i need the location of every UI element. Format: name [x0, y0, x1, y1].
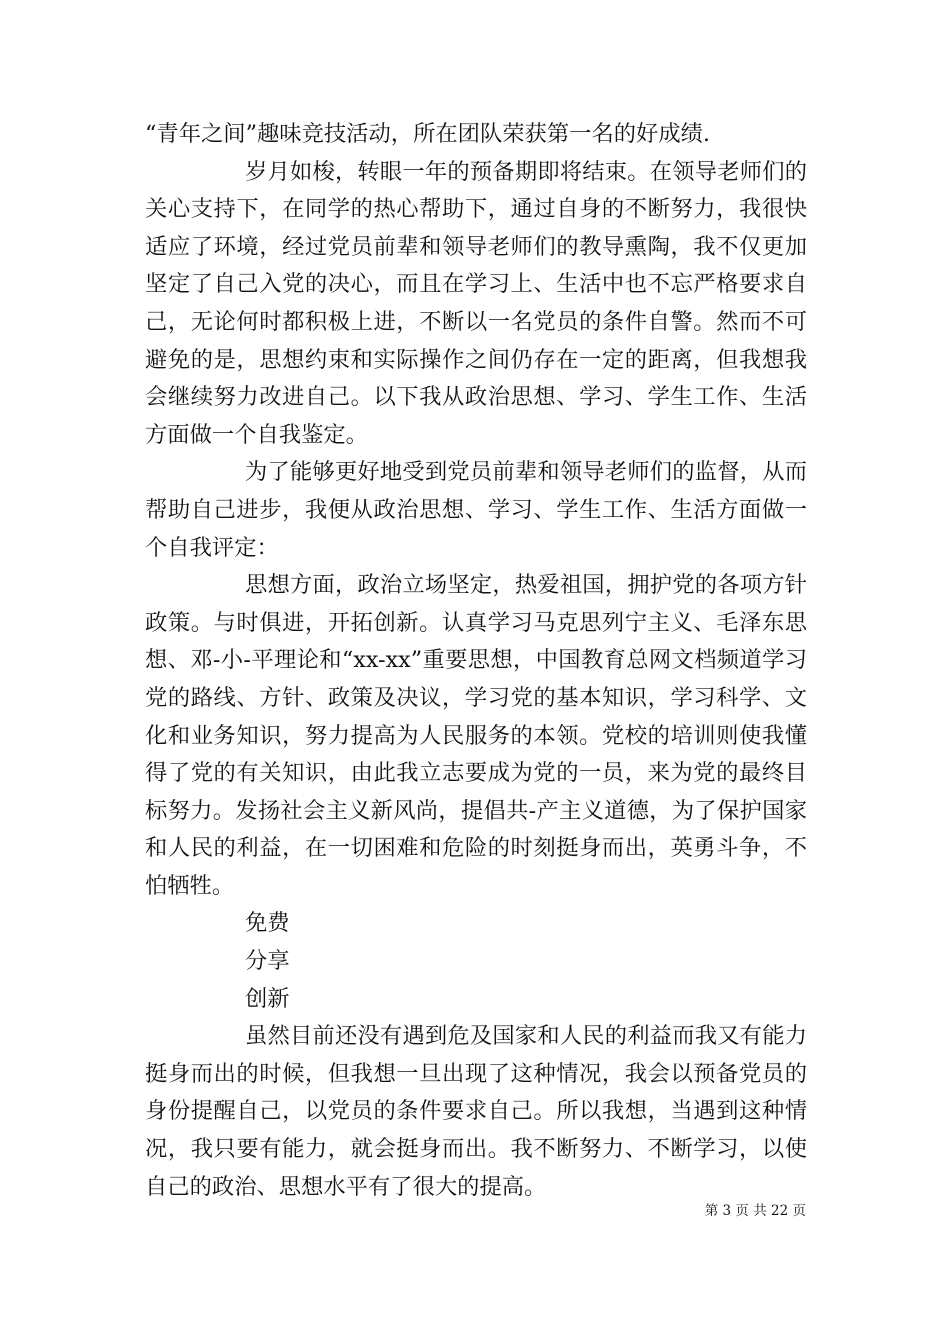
paragraph-conclusion: 虽然目前还没有遇到危及国家和人民的利益而我又有能力挺身而出的时候，但我想一旦出现了这种情况，我会以预备党员的身份提醒自己，以党员的条件要求自己。所以我想，当遇到这种情况，我只要有能力，就会挺身而出。我不断努力、不断学习，以使自己的政治、思想水平有了很大的提高。 [145, 1023, 807, 1200]
page-number: 第 3 页 共 22 页 [704, 1203, 806, 1219]
watermark-line-share: 分享 [245, 948, 290, 975]
paragraph-intro: 岁月如梭，转眼一年的预备期即将结束。在领导老师们的关心支持下，在同学的热心帮助下，通过自身的不断努力，我很快适应了环境，经过党员前辈和领导老师们的教导熏陶，我不仅更加坚定了自己入党的决心，而且在学习上、生活中也不忘严格要求自己，无论何时都积极上进，不断以一名党员的条件自警。然而不可避免的是，思想约束和实际操作之间仍存在一定的距离，但我想我会继续努力改进自己。以下我从政治思想、学习、学生工作、生活方面做一个自我鉴定。 [145, 158, 807, 448]
watermark-line-innovate: 创新 [245, 985, 290, 1012]
document-body [145, 116, 807, 1206]
paragraph-purpose: 为了能够更好地受到党员前辈和领导老师们的监督，从而帮助自己进步，我便从政治思想、学习、学生工作、生活方面做一个自我评定： [145, 459, 807, 561]
watermark-line-free: 免费 [245, 910, 290, 937]
paragraph-continuation: “青年之间”趣味竞技活动，所在团队荣获第一名的好成绩. [145, 121, 711, 147]
paragraph-thought: 思想方面，政治立场坚定，热爱祖国，拥护党的各项方针政策。与时俱进，开拓创新。认真学习马克思列宁主义、毛泽东思想、邓-小-平理论和“xx-xx”重要思想，中国教育总网文档频道学习党的路线、方针、政策及决议，学习党的基本知识，学习科学、文化和业务知识，努力提高为人民服务的本领。党校的培训则使我懂得了党的有关知识，由此我立志要成为党的一员，来为党的最终目标努力。发扬社会主义新风尚，提倡共-产主义道德，为了保护国家和人民的利益，在一切困难和危险的时刻挺身而出，英勇斗争，不怕牺牲。 [145, 572, 807, 899]
